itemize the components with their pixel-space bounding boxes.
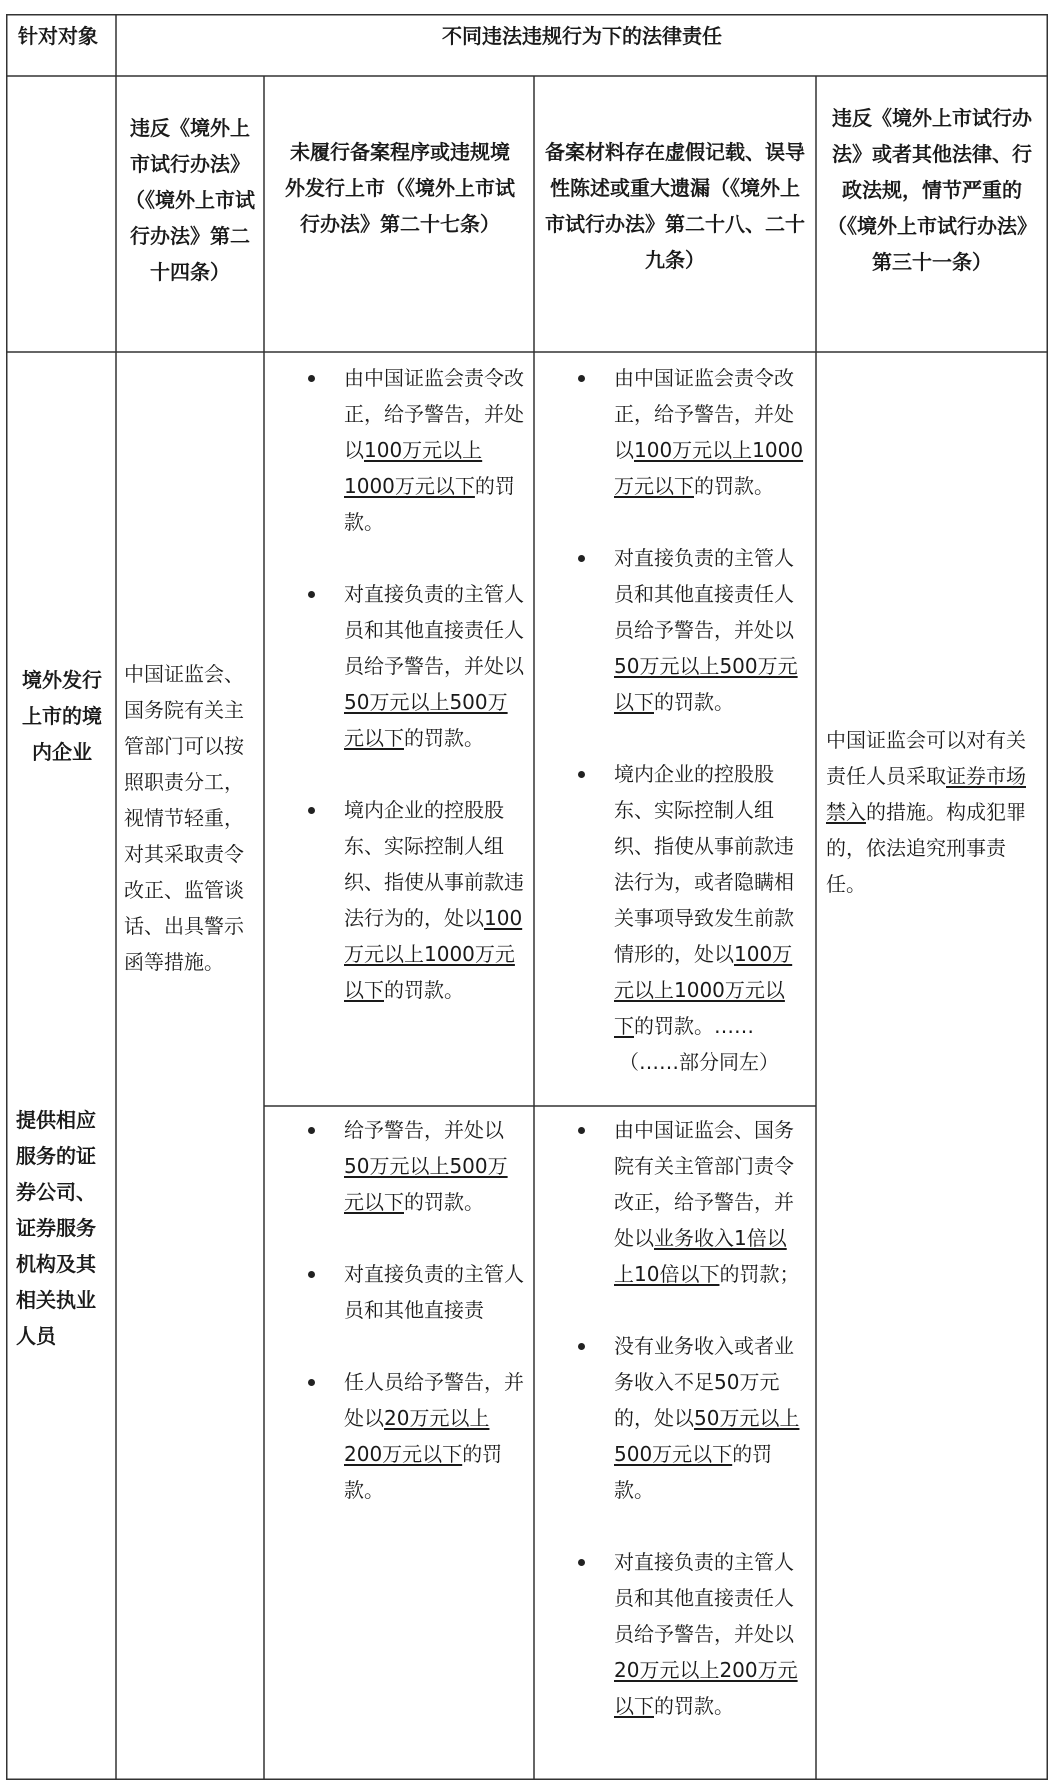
- bullet-icon: [578, 1127, 585, 1134]
- bullet-icon: [308, 807, 315, 814]
- list-item: 由中国证监会责令改正，给予警告，并处以100万元以上1000万元以下的罚款。: [614, 360, 804, 504]
- list-item: 给予警告，并处以50万元以上500万元以下的罚款。: [344, 1112, 524, 1220]
- bullet-icon: [578, 555, 585, 562]
- bullet-icon: [308, 591, 315, 598]
- row-label-service-institutions: 提供相应服务的证券公司、证券服务机构及其相关执业人员: [16, 1108, 96, 1348]
- bullet-icon: [578, 771, 585, 778]
- r1-col2-penalties: [344, 360, 524, 1008]
- bullet-icon: [308, 375, 315, 382]
- subheader-article-31: 违反《境外上市试行办法》或者其他法律、行政法规，情节严重的（《境外上市试行办法》第三十一条）: [827, 106, 1037, 274]
- r1-col3-note: （……部分同左）: [619, 1050, 779, 1074]
- list-item: 对直接负责的主管人员和其他直接责: [344, 1256, 524, 1328]
- subheader-article-24: 违反《境外上市试行办法》（《境外上市试行办法》第二十四条）: [125, 116, 255, 284]
- list-item: 由中国证监会、国务院有关主管部门责令改正，给予警告，并处以业务收入1倍以上10倍以下的罚款；: [614, 1112, 804, 1292]
- r2-col2-penalties: [344, 1112, 524, 1508]
- r1-col1-measures: 中国证监会、国务院有关主管部门可以按照职责分工，视情节轻重，对其采取责令改正、监管谈话、出具警示函等措施。: [124, 662, 244, 974]
- bullet-icon: [578, 1343, 585, 1350]
- bullet-icon: [578, 1559, 585, 1566]
- list-item: 对直接负责的主管人员和其他直接责任人员给予警告，并处以50万元以上500万元以下的罚款。: [344, 576, 524, 756]
- bullet-icon: [308, 1271, 315, 1278]
- r1-col4-market-ban: 中国证监会可以对有关责任人员采取证券市场禁入的措施。构成犯罪的，依法追究刑事责任。: [826, 728, 1026, 896]
- row-label-domestic-enterprise: 境外发行上市的境内企业: [22, 668, 102, 764]
- legal-liability-header: 不同违法违规行为下的法律责任: [442, 24, 722, 48]
- bullet-icon: [578, 375, 585, 382]
- target-column-header: 针对对象: [18, 24, 98, 48]
- r2-col3-penalties: [614, 1112, 804, 1724]
- subheader-article-27: 未履行备案程序或违规境外发行上市（《境外上市试行办法》第二十七条）: [285, 140, 515, 236]
- list-item: 境内企业的控股股东、实际控制人组织、指使从事前款违法行为，或者隐瞒相关事项导致发生前款情形的，处以100万元以上1000万元以下的罚款。……: [614, 756, 804, 1044]
- list-item: 对直接负责的主管人员和其他直接责任人员给予警告，并处以50万元以上500万元以下的罚款。: [614, 540, 804, 720]
- bullet-icon: [308, 1379, 315, 1386]
- list-item: 任人员给予警告，并处以20万元以上200万元以下的罚款。: [344, 1364, 524, 1508]
- liability-table: [6, 14, 1048, 1780]
- list-item: 对直接负责的主管人员和其他直接责任人员给予警告，并处以20万元以上200万元以下的罚款。: [614, 1544, 804, 1724]
- list-item: 境内企业的控股股东、实际控制人组织、指使从事前款违法行为的，处以100万元以上1000万元以下的罚款。: [344, 792, 524, 1008]
- bullet-icon: [308, 1127, 315, 1134]
- list-item: 由中国证监会责令改正，给予警告，并处以100万元以上1000万元以下的罚款。: [344, 360, 524, 540]
- subheader-article-28-29: 备案材料存在虚假记载、误导性陈述或重大遗漏（《境外上市试行办法》第二十八、二十九条）: [545, 140, 805, 272]
- list-item: 没有业务收入或者业务收入不足50万元的，处以50万元以上500万元以下的罚款。: [614, 1328, 804, 1508]
- r1-col3-penalties: [614, 360, 804, 1080]
